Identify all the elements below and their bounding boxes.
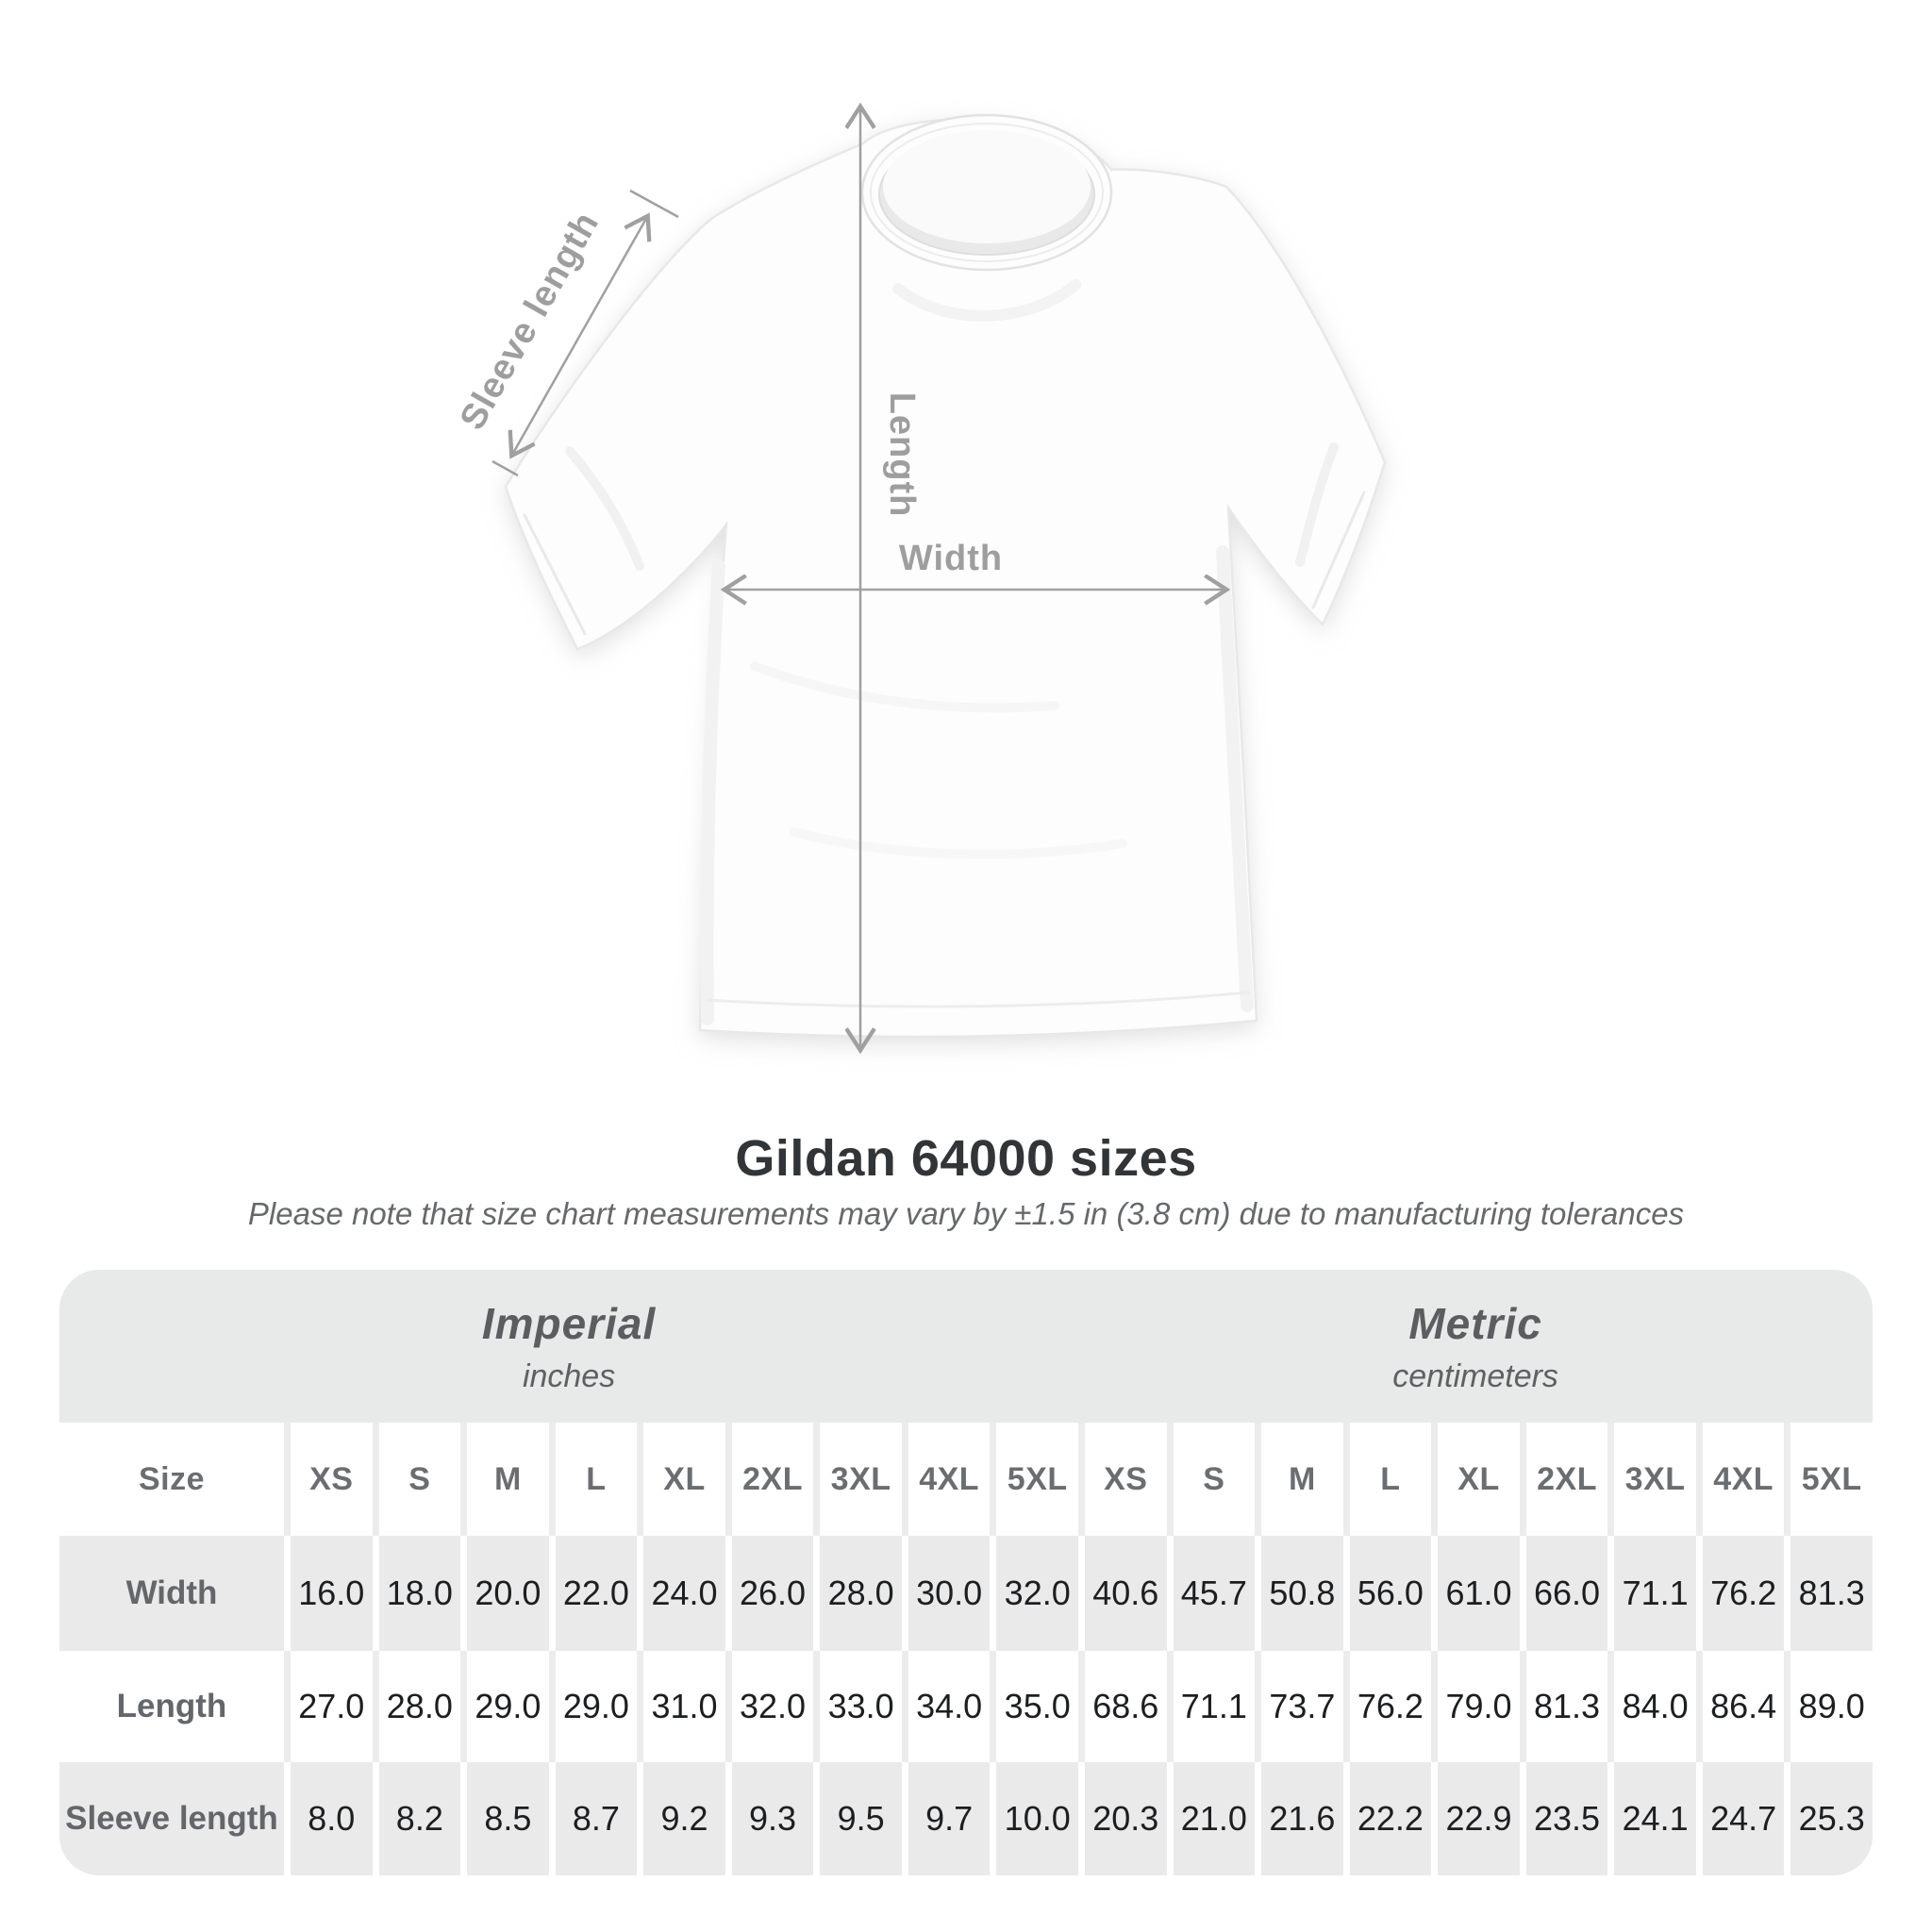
sleeve-length-metric-2xl-value: 23.5	[1520, 1762, 1608, 1875]
row-label-width: Width	[59, 1536, 284, 1651]
sleeve-length-imperial-5xl-value: 10.0	[990, 1762, 1078, 1875]
width-imperial-3xl-value: 28.0	[813, 1536, 902, 1651]
size-header-imperial-2xl: 2XL	[725, 1423, 814, 1536]
metric-banner	[1078, 1270, 1873, 1423]
size-header-metric-4xl: 4XL	[1696, 1423, 1785, 1536]
row-label-length: Length	[59, 1651, 284, 1762]
collar	[862, 115, 1111, 270]
sleeve-length-imperial-2xl-value: 9.3	[725, 1762, 814, 1875]
length-imperial-4xl-value: 34.0	[902, 1651, 991, 1762]
sleeve-length-imperial-m-value: 8.5	[460, 1762, 549, 1875]
size-header-metric-m: M	[1255, 1423, 1343, 1536]
size-header-imperial-l: L	[549, 1423, 638, 1536]
length-imperial-2xl-value: 32.0	[725, 1651, 814, 1762]
width-metric-m-value: 50.8	[1255, 1536, 1343, 1651]
length-label: Length	[882, 391, 922, 518]
sleeve-length-metric-5xl-value: 25.3	[1784, 1762, 1873, 1875]
metric-unit: centimeters	[1392, 1357, 1558, 1394]
sleeve-length-metric-xl-value: 22.9	[1431, 1762, 1520, 1875]
width-label: Width	[898, 539, 1004, 578]
size-header-metric-5xl: 5XL	[1784, 1423, 1873, 1536]
size-header-imperial-xl: XL	[637, 1423, 725, 1536]
tolerance-note: Please note that size chart measurements may vary by ±1.5 in (3.8 cm) due to manufacturing tolerances	[247, 1196, 1685, 1231]
width-metric-xs-value: 40.6	[1078, 1536, 1167, 1651]
length-metric-5xl-value: 89.0	[1784, 1651, 1873, 1762]
width-metric-s-value: 45.7	[1167, 1536, 1256, 1651]
sleeve-arrow-top-tick	[630, 191, 678, 217]
width-metric-l-value: 56.0	[1343, 1536, 1432, 1651]
length-imperial-5xl-value: 35.0	[990, 1651, 1078, 1762]
size-table	[59, 1270, 1873, 1875]
sleeve-length-imperial-3xl-value: 9.5	[813, 1762, 902, 1875]
page-title: Gildan 64000 sizes	[735, 1130, 1197, 1187]
width-imperial-xl-value: 24.0	[637, 1536, 725, 1651]
width-metric-2xl-value: 66.0	[1520, 1536, 1608, 1651]
size-header-metric-s: S	[1167, 1423, 1256, 1536]
width-metric-4xl-value: 76.2	[1696, 1536, 1785, 1651]
length-metric-4xl-value: 86.4	[1696, 1651, 1785, 1762]
size-header-imperial-m: M	[460, 1423, 549, 1536]
sleeve-length-imperial-xs-value: 8.0	[284, 1762, 373, 1875]
imperial-label: Imperial	[481, 1298, 657, 1348]
size-header-metric-xs: XS	[1078, 1423, 1167, 1536]
metric-label: Metric	[1408, 1298, 1542, 1348]
length-metric-2xl-value: 81.3	[1520, 1651, 1608, 1762]
width-imperial-4xl-value: 30.0	[902, 1536, 991, 1651]
size-header-metric-3xl: 3XL	[1607, 1423, 1696, 1536]
size-grid	[59, 1423, 1873, 1875]
length-metric-m-value: 73.7	[1255, 1651, 1343, 1762]
sleeve-length-imperial-l-value: 8.7	[549, 1762, 638, 1875]
size-header-imperial-3xl: 3XL	[813, 1423, 902, 1536]
length-metric-s-value: 71.1	[1167, 1651, 1256, 1762]
imperial-banner	[59, 1270, 1078, 1423]
size-header-imperial-xs: XS	[284, 1423, 373, 1536]
width-metric-xl-value: 61.0	[1431, 1536, 1520, 1651]
length-imperial-l-value: 29.0	[549, 1651, 638, 1762]
length-metric-xs-value: 68.6	[1078, 1651, 1167, 1762]
row-label-sleeve-length: Sleeve length	[59, 1762, 284, 1875]
length-imperial-xs-value: 27.0	[284, 1651, 373, 1762]
length-metric-l-value: 76.2	[1343, 1651, 1432, 1762]
sleeve-length-metric-m-value: 21.6	[1255, 1762, 1343, 1875]
width-imperial-xs-value: 16.0	[284, 1536, 373, 1651]
length-imperial-xl-value: 31.0	[637, 1651, 725, 1762]
length-imperial-m-value: 29.0	[460, 1651, 549, 1762]
row-label-size: Size	[59, 1423, 284, 1536]
size-header-metric-2xl: 2XL	[1520, 1423, 1608, 1536]
length-imperial-3xl-value: 33.0	[813, 1651, 902, 1762]
size-header-metric-xl: XL	[1431, 1423, 1520, 1536]
imperial-unit: inches	[522, 1357, 616, 1394]
sleeve-length-metric-4xl-value: 24.7	[1696, 1762, 1785, 1875]
sleeve-length-metric-xs-value: 20.3	[1078, 1762, 1167, 1875]
width-imperial-5xl-value: 32.0	[990, 1536, 1078, 1651]
sleeve-length-metric-s-value: 21.0	[1167, 1762, 1256, 1875]
width-imperial-m-value: 20.0	[460, 1536, 549, 1651]
sleeve-length-metric-3xl-value: 24.1	[1607, 1762, 1696, 1875]
size-header-imperial-4xl: 4XL	[902, 1423, 991, 1536]
size-header-imperial-5xl: 5XL	[990, 1423, 1078, 1536]
sleeve-length-imperial-4xl-value: 9.7	[902, 1762, 991, 1875]
length-metric-xl-value: 79.0	[1431, 1651, 1520, 1762]
width-metric-3xl-value: 71.1	[1607, 1536, 1696, 1651]
size-header-metric-l: L	[1343, 1423, 1432, 1536]
sleeve-length-metric-l-value: 22.2	[1343, 1762, 1432, 1875]
width-imperial-2xl-value: 26.0	[725, 1536, 814, 1651]
sleeve-length-imperial-xl-value: 9.2	[637, 1762, 725, 1875]
size-header-imperial-s: S	[373, 1423, 461, 1536]
width-imperial-s-value: 18.0	[373, 1536, 461, 1651]
sleeve-arrow-bottom-tick	[492, 461, 518, 475]
sleeve-length-imperial-s-value: 8.2	[373, 1762, 461, 1875]
units-banner	[59, 1270, 1873, 1423]
width-imperial-l-value: 22.0	[549, 1536, 638, 1651]
length-metric-3xl-value: 84.0	[1607, 1651, 1696, 1762]
length-imperial-s-value: 28.0	[373, 1651, 461, 1762]
sleeve-length-label: Sleeve length	[452, 205, 608, 437]
width-metric-5xl-value: 81.3	[1784, 1536, 1873, 1651]
